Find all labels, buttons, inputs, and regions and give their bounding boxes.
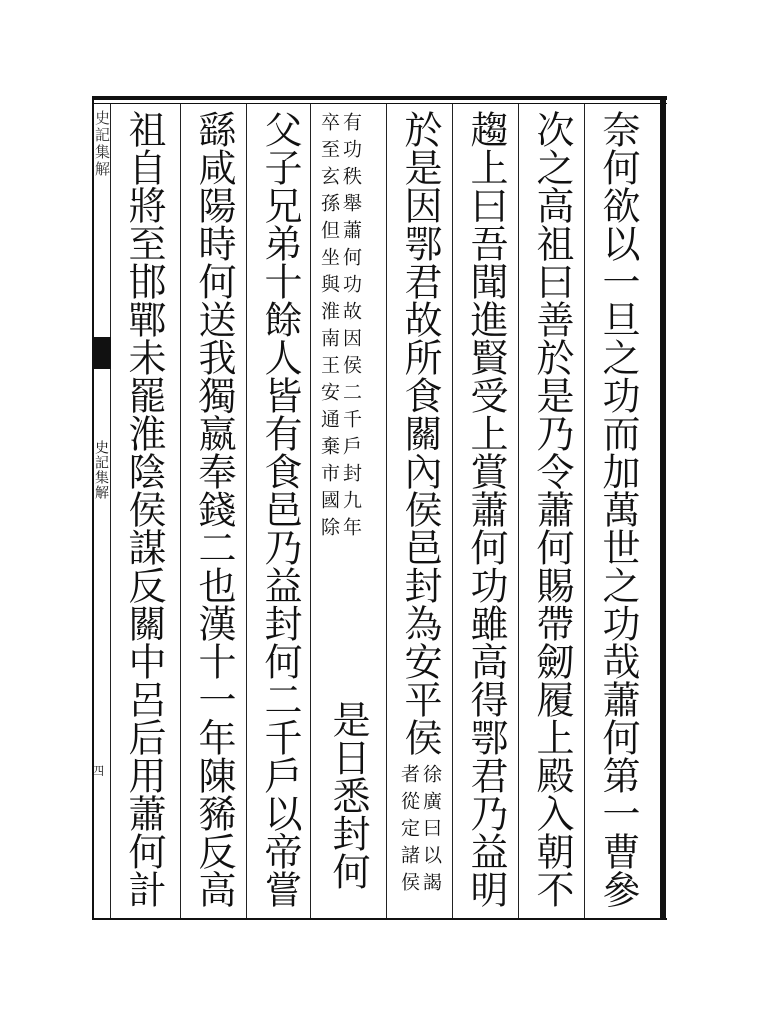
annotation-4-right: 徐廣曰以謁 bbox=[420, 764, 442, 899]
annotation-5 bbox=[318, 112, 362, 544]
text-column-2: 次之高祖曰善於是乃令蕭何賜帶劒履上殿入朝不 bbox=[530, 110, 574, 908]
column-rule bbox=[310, 104, 311, 918]
column-rule bbox=[180, 104, 181, 918]
annotation-5-left: 卒至玄孫但坐與淮南王安通棄市國除 bbox=[318, 112, 340, 544]
text-column-7: 繇咸陽時何送我獨嬴奉錢二也漢十一年陳豨反高 bbox=[192, 110, 236, 908]
text-column-1: 奈何欲以一旦之功而加萬世之功哉蕭何第一曹參 bbox=[596, 110, 640, 908]
margin-header: 史記集解 bbox=[93, 110, 111, 178]
column-rule bbox=[452, 104, 453, 918]
column-rule bbox=[386, 104, 387, 918]
text-column-4: 於是因鄂君故所食關內侯邑封為安平侯 bbox=[398, 110, 442, 756]
top-border-inner bbox=[92, 103, 667, 104]
column-rule bbox=[246, 104, 247, 918]
right-border bbox=[660, 96, 666, 920]
annotation-4 bbox=[398, 764, 442, 899]
annotation-5-right: 有功秩舉蕭何功故因侯二千戶封九年 bbox=[340, 112, 362, 544]
text-column-3: 趨上曰吾聞進賢受上賞蕭何功雖高得鄂君乃益明 bbox=[464, 110, 508, 908]
column-rule bbox=[110, 104, 111, 918]
top-border bbox=[92, 96, 667, 100]
bottom-border bbox=[92, 918, 667, 920]
text-column-8: 祖自將至邯鄲未罷淮陰侯謀反關中呂后用蕭何計 bbox=[122, 110, 166, 908]
book-title: 史記集解 bbox=[93, 440, 109, 500]
page-number: 四 bbox=[92, 764, 105, 778]
text-column-6: 父子兄弟十餘人皆有食邑乃益封何二千戶以帝嘗 bbox=[258, 110, 302, 908]
column-rule bbox=[518, 104, 519, 918]
fish-tail-mark bbox=[94, 337, 111, 369]
annotation-4-left: 者從定諸侯 bbox=[398, 764, 420, 899]
column-rule bbox=[584, 104, 585, 918]
text-column-5: 是日悉封何 bbox=[326, 700, 370, 890]
left-border bbox=[92, 96, 94, 920]
